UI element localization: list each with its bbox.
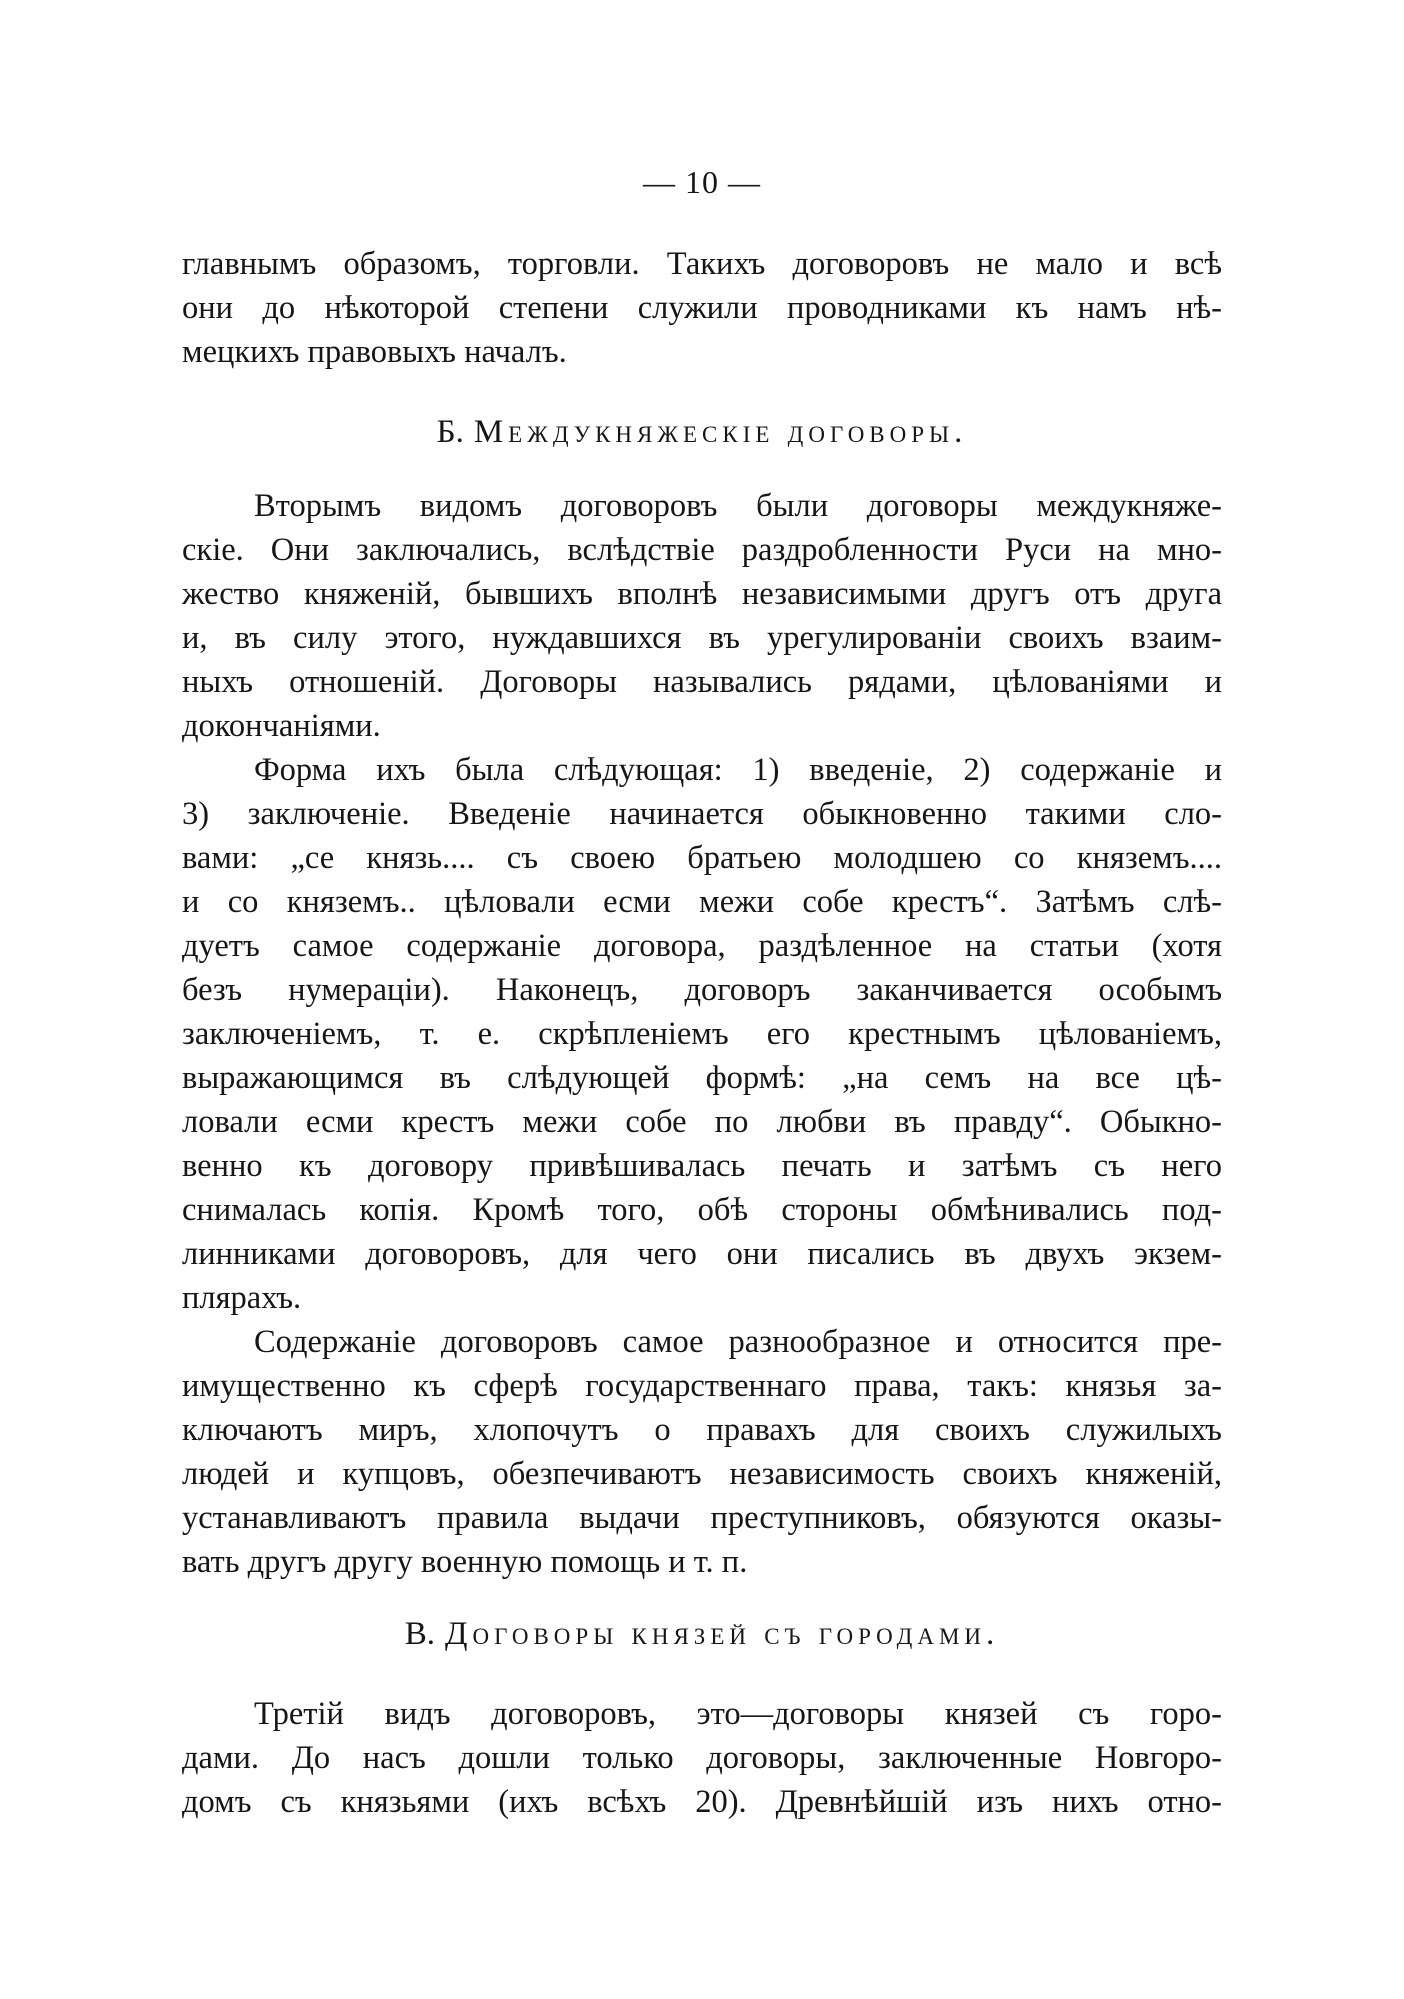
text-line: скiе. Они заключались, вслѣдствiе раздробленности Руси на мно- xyxy=(182,532,1222,568)
section-heading-v xyxy=(0,1612,1404,1656)
text-line: имущественно къ сферѣ государственнаго права, такъ: князья за- xyxy=(182,1368,1222,1404)
text-line: людей и купцовъ, обезпечиваютъ независимость своихъ княженiй, xyxy=(182,1456,1222,1492)
section-letter: В. xyxy=(404,1616,436,1652)
text-line: главнымъ образомъ, торговли. Такихъ договоровъ не мало и всѣ xyxy=(182,246,1222,282)
text-line: венно къ договору привѣшивалась печать и затѣмъ съ него xyxy=(182,1148,1222,1184)
text-line: они до нѣкоторой степени служили проводниками къ намъ нѣ- xyxy=(182,290,1222,326)
text-line: мецкихъ правовыхъ началъ. xyxy=(182,334,567,370)
text-line: вами: „се князь.... съ своею братьею молодшею со княземъ.... xyxy=(182,840,1222,876)
text-line: докончанiями. xyxy=(182,708,381,744)
text-line: Третiй видъ договоровъ, это—договоры князей съ горо- xyxy=(254,1696,1222,1732)
text-line: и, въ силу этого, нуждавшихся въ урегулированiи своихъ взаим- xyxy=(182,620,1222,656)
text-line: домъ съ князьями (ихъ всѣхъ 20). Древнѣйшiй изъ нихъ отно- xyxy=(182,1784,1222,1820)
text-line: ключаютъ миръ, хлопочутъ о правахъ для своихъ служилыхъ xyxy=(182,1412,1222,1448)
text-line: дами. До насъ дошли только договоры, заключенные Новгоро- xyxy=(182,1740,1222,1776)
text-line: ныхъ отношенiй. Договоры назывались рядами, цѣлованiями и xyxy=(182,664,1222,700)
section-title: Междукняжескiе договоры. xyxy=(473,414,968,450)
text-line: безъ нумерацiи). Наконецъ, договоръ заканчивается особымъ xyxy=(182,972,1222,1008)
text-line: жество княженiй, бывшихъ вполнѣ независимыми другъ отъ друга xyxy=(182,576,1222,612)
text-line: Содержанiе договоровъ самое разнообразное и относится пре- xyxy=(254,1324,1222,1360)
text-line: заключенiемъ, т. е. скрѣпленiемъ его крестнымъ цѣлованiемъ, xyxy=(182,1016,1222,1052)
text-line: и со княземъ.. цѣловали есми межи собе крестъ“. Затѣмъ слѣ- xyxy=(182,884,1222,920)
section-letter: Б. xyxy=(436,414,464,450)
section-heading-b xyxy=(0,410,1404,454)
text-line: 3) заключенiе. Введенiе начинается обыкновенно такими сло- xyxy=(182,796,1222,832)
text-line: Форма ихъ была слѣдующая: 1) введенiе, 2) содержанiе и xyxy=(254,752,1222,788)
text-line: линниками договоровъ, для чего они писались въ двухъ экзем- xyxy=(182,1236,1222,1272)
page-number: — 10 — xyxy=(643,164,761,200)
section-title: Договоры князей съ городами. xyxy=(445,1616,1000,1652)
text-line: снималась копiя. Кромѣ того, обѣ стороны обмѣнивались под- xyxy=(182,1192,1222,1228)
text-line: дуетъ самое содержанiе договора, раздѣленное на статьи (хотя xyxy=(182,928,1222,964)
text-line: Вторымъ видомъ договоровъ были договоры междукняже- xyxy=(254,488,1222,524)
text-line: выражающимся въ слѣдующей формѣ: „на семъ на все цѣ- xyxy=(182,1060,1222,1096)
text-line: плярахъ. xyxy=(182,1280,302,1316)
text-line: устанавливаютъ правила выдачи преступниковъ, обязуются оказы- xyxy=(182,1500,1222,1536)
text-line: ловали есми крестъ межи собе по любви въ правду“. Обыкно- xyxy=(182,1104,1222,1140)
text-line: вать другъ другу военную помощь и т. п. xyxy=(182,1544,748,1580)
